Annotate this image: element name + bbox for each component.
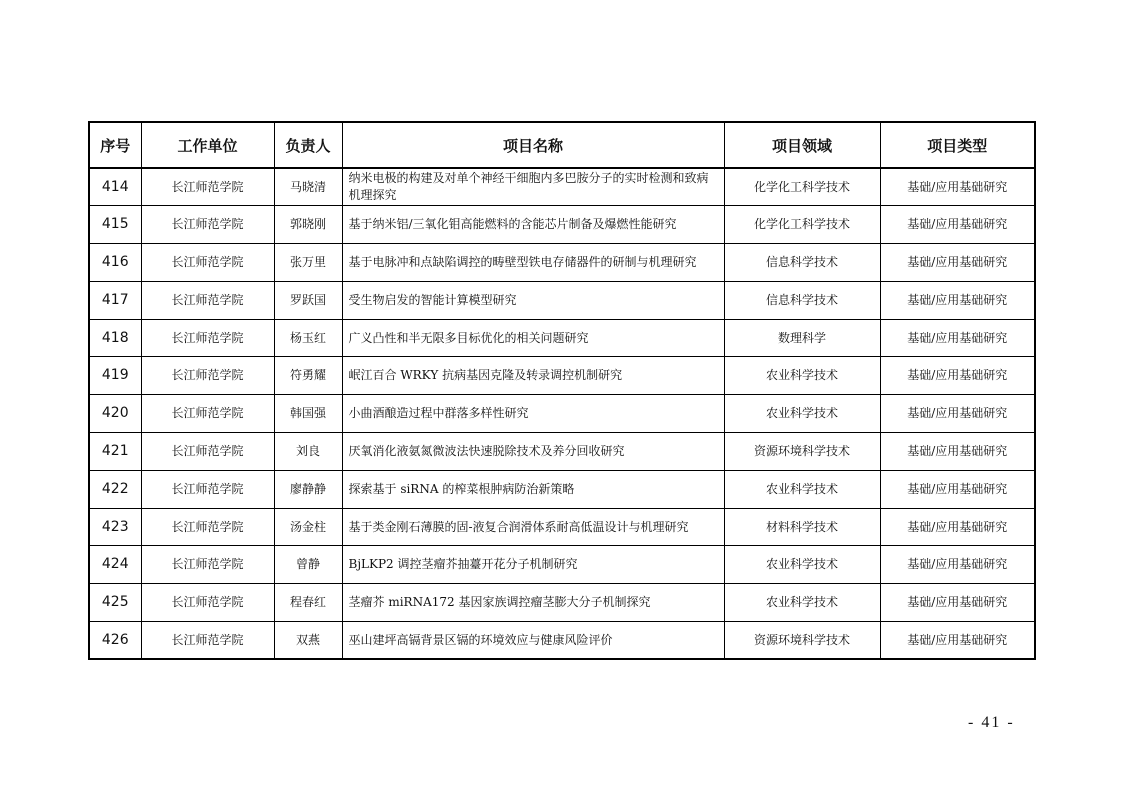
cell-project-name: 受生物启发的智能计算模型研究 <box>342 281 724 319</box>
cell-type: 基础/应用基础研究 <box>880 168 1035 206</box>
table-row <box>89 395 1035 433</box>
cell-type: 基础/应用基础研究 <box>880 584 1035 622</box>
cell-unit: 长江师范学院 <box>141 622 274 660</box>
cell-project-name: 岷江百合 WRKY 抗病基因克隆及转录调控机制研究 <box>342 357 724 395</box>
cell-unit: 长江师范学院 <box>141 244 274 282</box>
cell-type: 基础/应用基础研究 <box>880 244 1035 282</box>
cell-leader: 廖静静 <box>274 470 342 508</box>
table-header-row <box>89 122 1035 168</box>
cell-no: 417 <box>89 281 141 319</box>
cell-field: 资源环境科学技术 <box>724 622 880 660</box>
page-number: - 41 - <box>968 714 1015 731</box>
cell-field: 信息科学技术 <box>724 281 880 319</box>
cell-field: 化学化工科学技术 <box>724 206 880 244</box>
cell-type: 基础/应用基础研究 <box>880 319 1035 357</box>
cell-no: 426 <box>89 622 141 660</box>
cell-project-name: 基于类金刚石薄膜的固-液复合润滑体系耐高低温设计与机理研究 <box>342 508 724 546</box>
cell-leader: 刘良 <box>274 433 342 471</box>
cell-unit: 长江师范学院 <box>141 395 274 433</box>
cell-leader: 张万里 <box>274 244 342 282</box>
cell-field: 农业科学技术 <box>724 584 880 622</box>
cell-type: 基础/应用基础研究 <box>880 433 1035 471</box>
cell-type: 基础/应用基础研究 <box>880 281 1035 319</box>
cell-unit: 长江师范学院 <box>141 357 274 395</box>
table-row <box>89 244 1035 282</box>
cell-field: 资源环境科学技术 <box>724 433 880 471</box>
cell-no: 418 <box>89 319 141 357</box>
cell-project-name: 基于电脉冲和点缺陷调控的畴壁型铁电存储器件的研制与机理研究 <box>342 244 724 282</box>
cell-field: 农业科学技术 <box>724 546 880 584</box>
cell-type: 基础/应用基础研究 <box>880 622 1035 660</box>
header-unit: 工作单位 <box>141 122 274 168</box>
cell-leader: 双燕 <box>274 622 342 660</box>
cell-project-name: 基于纳米铝/三氧化钼高能燃料的含能芯片制备及爆燃性能研究 <box>342 206 724 244</box>
cell-type: 基础/应用基础研究 <box>880 546 1035 584</box>
cell-no: 424 <box>89 546 141 584</box>
cell-field: 化学化工科学技术 <box>724 168 880 206</box>
cell-leader: 汤金柱 <box>274 508 342 546</box>
cell-no: 415 <box>89 206 141 244</box>
cell-project-name: 广义凸性和半无限多目标优化的相关问题研究 <box>342 319 724 357</box>
cell-unit: 长江师范学院 <box>141 433 274 471</box>
cell-no: 414 <box>89 168 141 206</box>
cell-field: 农业科学技术 <box>724 470 880 508</box>
header-no: 序号 <box>89 122 141 168</box>
table-row <box>89 470 1035 508</box>
cell-unit: 长江师范学院 <box>141 319 274 357</box>
cell-no: 419 <box>89 357 141 395</box>
cell-leader: 符勇耀 <box>274 357 342 395</box>
cell-project-name: 小曲酒酿造过程中群落多样性研究 <box>342 395 724 433</box>
table-row <box>89 206 1035 244</box>
table-row <box>89 168 1035 206</box>
cell-unit: 长江师范学院 <box>141 470 274 508</box>
table-row <box>89 433 1035 471</box>
cell-type: 基础/应用基础研究 <box>880 508 1035 546</box>
table-row <box>89 281 1035 319</box>
cell-type: 基础/应用基础研究 <box>880 470 1035 508</box>
cell-field: 农业科学技术 <box>724 357 880 395</box>
cell-leader: 郭晓刚 <box>274 206 342 244</box>
table-row <box>89 584 1035 622</box>
table-row <box>89 319 1035 357</box>
table-row <box>89 622 1035 660</box>
cell-type: 基础/应用基础研究 <box>880 395 1035 433</box>
table-row <box>89 508 1035 546</box>
cell-project-name: BjLKP2 调控茎瘤芥抽薹开花分子机制研究 <box>342 546 724 584</box>
table-row <box>89 546 1035 584</box>
header-field: 项目领域 <box>724 122 880 168</box>
cell-field: 农业科学技术 <box>724 395 880 433</box>
cell-unit: 长江师范学院 <box>141 508 274 546</box>
cell-leader: 曾静 <box>274 546 342 584</box>
cell-no: 425 <box>89 584 141 622</box>
cell-field: 材料科学技术 <box>724 508 880 546</box>
cell-unit: 长江师范学院 <box>141 281 274 319</box>
cell-no: 420 <box>89 395 141 433</box>
cell-leader: 韩国强 <box>274 395 342 433</box>
cell-leader: 杨玉红 <box>274 319 342 357</box>
cell-unit: 长江师范学院 <box>141 168 274 206</box>
cell-project-name: 巫山建坪高镉背景区镉的环境效应与健康风险评价 <box>342 622 724 660</box>
cell-leader: 马晓清 <box>274 168 342 206</box>
cell-project-name: 茎瘤芥 miRNA172 基因家族调控瘤茎膨大分子机制探究 <box>342 584 724 622</box>
header-project-name: 项目名称 <box>342 122 724 168</box>
header-type: 项目类型 <box>880 122 1035 168</box>
cell-no: 416 <box>89 244 141 282</box>
cell-leader: 程春红 <box>274 584 342 622</box>
cell-no: 423 <box>89 508 141 546</box>
cell-field: 信息科学技术 <box>724 244 880 282</box>
cell-no: 422 <box>89 470 141 508</box>
header-leader: 负责人 <box>274 122 342 168</box>
cell-leader: 罗跃国 <box>274 281 342 319</box>
project-table <box>88 121 1036 660</box>
cell-type: 基础/应用基础研究 <box>880 357 1035 395</box>
table-row <box>89 357 1035 395</box>
cell-field: 数理科学 <box>724 319 880 357</box>
cell-type: 基础/应用基础研究 <box>880 206 1035 244</box>
cell-project-name: 探索基于 siRNA 的榨菜根肿病防治新策略 <box>342 470 724 508</box>
cell-unit: 长江师范学院 <box>141 206 274 244</box>
cell-unit: 长江师范学院 <box>141 546 274 584</box>
cell-project-name: 纳米电极的构建及对单个神经干细胞内多巴胺分子的实时检测和致病机理探究 <box>342 168 724 206</box>
cell-unit: 长江师范学院 <box>141 584 274 622</box>
cell-project-name: 厌氧消化液氨氮微波法快速脱除技术及养分回收研究 <box>342 433 724 471</box>
cell-no: 421 <box>89 433 141 471</box>
